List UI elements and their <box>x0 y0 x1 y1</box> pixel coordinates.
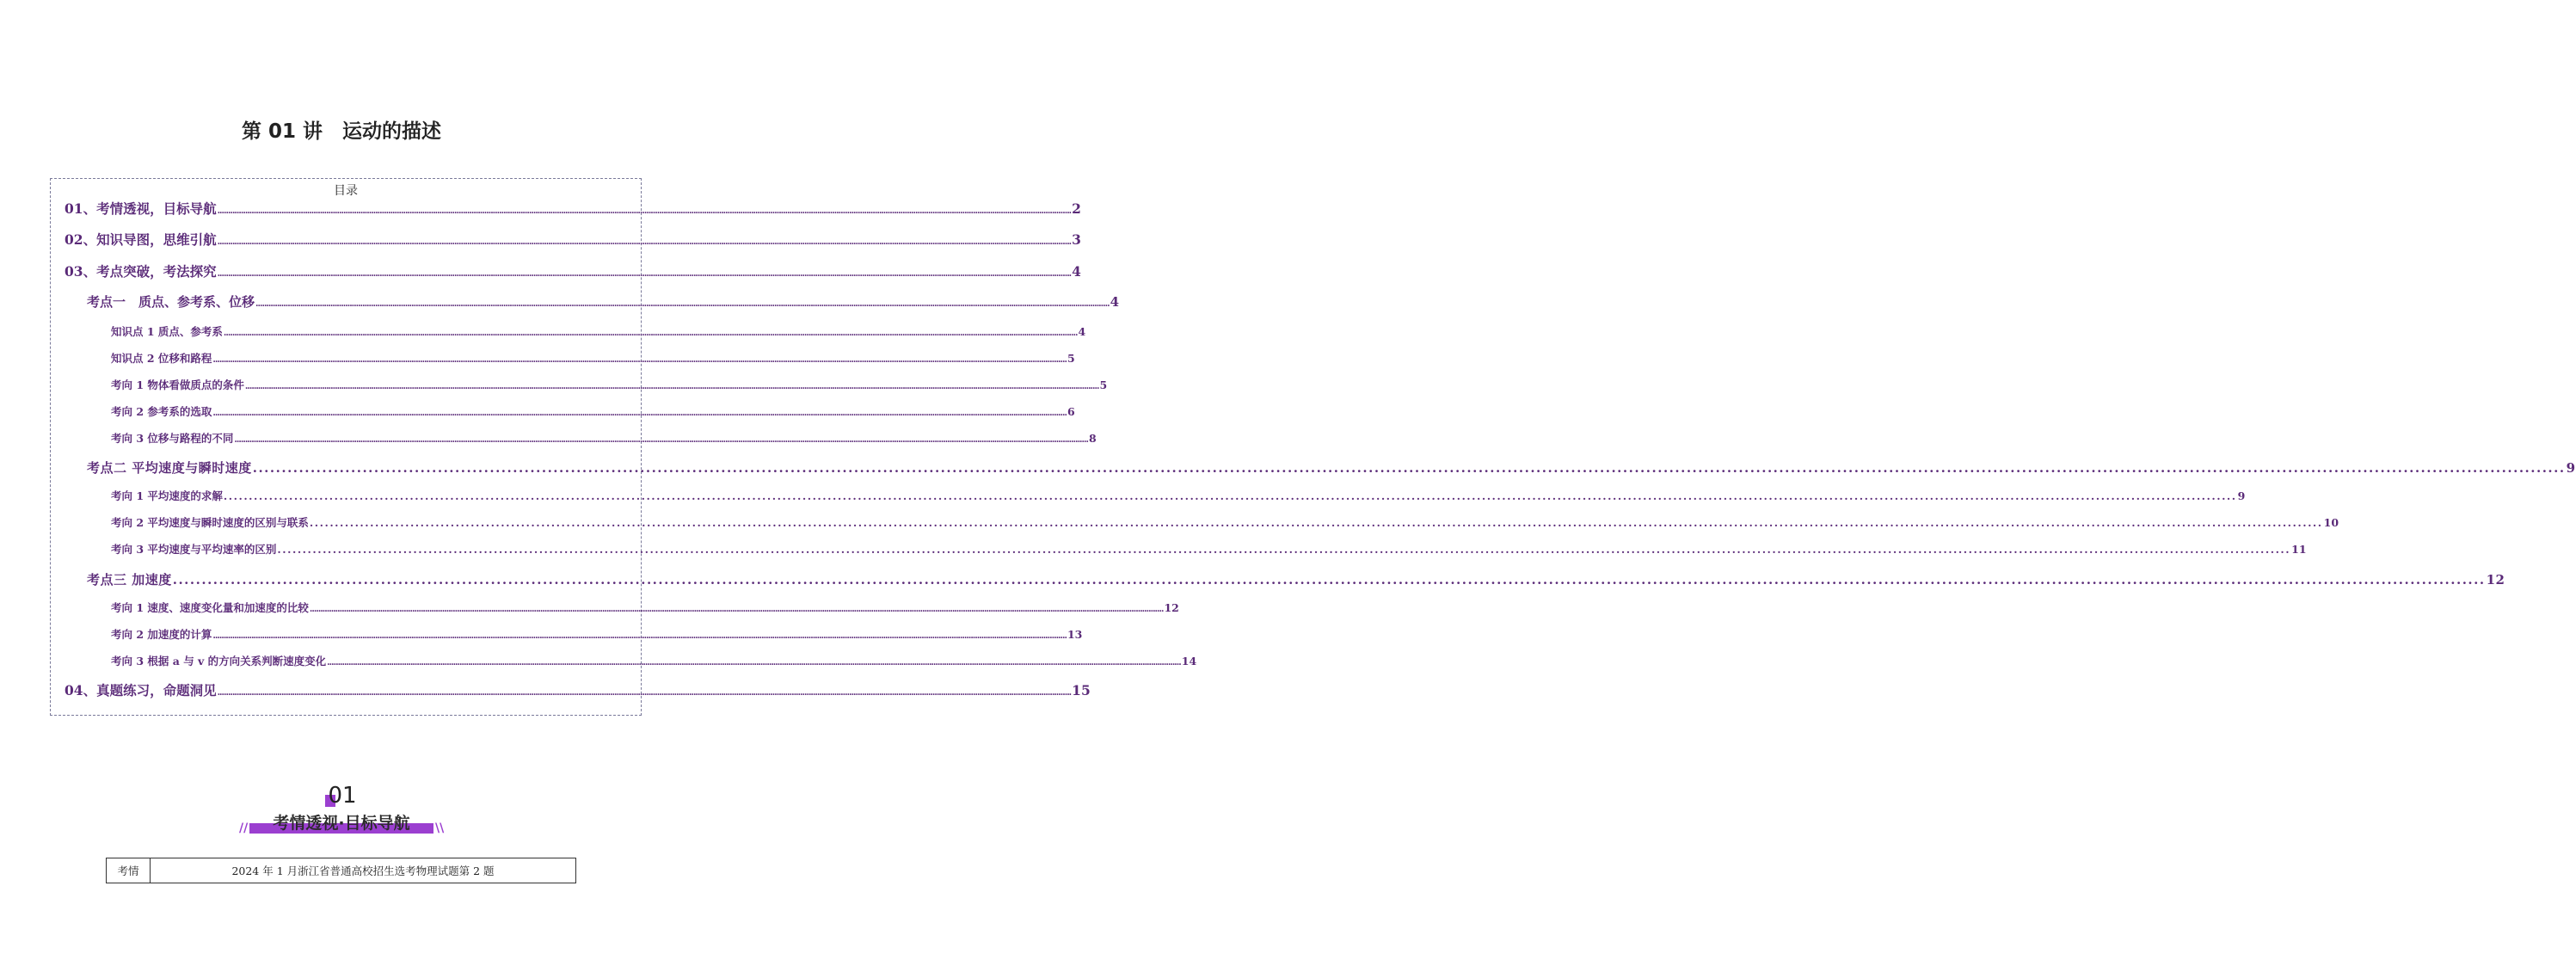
toc-entry-kaoxiang-3-2[interactable]: 考向 2 加速度的计算 ................................................................................................................................................................................................................................................................................................................................................................................................................ 13 <box>111 628 1083 641</box>
toc-leader: ................................................................................................................................................................................................................................................................................................................................................................................................................ <box>309 605 1164 614</box>
toc-leader: ................................................................................................................................................................................................................................................................................................................................................................................................................ <box>277 543 2291 556</box>
toc-leader: ................................................................................................................................................................................................................................................................................................................................................................................................................ <box>252 460 2566 476</box>
table-of-contents <box>50 178 2576 716</box>
toc-leader: ................................................................................................................................................................................................................................................................................................................................................................................................................ <box>327 658 1181 668</box>
toc-leader: ................................................................................................................................................................................................................................................................................................................................................................................................................ <box>309 516 2323 529</box>
toc-entry-kaoxiang-2-1[interactable]: 考向 1 平均速度的求解 ................................................................................................................................................................................................................................................................................................................................................................................................................ 9 <box>111 489 2246 502</box>
section-slash-right: \\ <box>435 821 445 835</box>
toc-entry-kaodian-1[interactable]: 考点一 质点、参考系、位移 ................................................................................................................................................................................................................................................................................................................................................................................................................ 4 <box>87 294 1120 310</box>
table-value-cell: 2024 年 1 月浙江省普通高校招生选考物理试题第 2 题 <box>151 858 576 883</box>
toc-entry-04[interactable]: 04、真题练习，命题洞见 ................................................................................................................................................................................................................................................................................................................................................................................................................ 15 <box>65 682 1091 698</box>
toc-entry-kaoxiang-3-3[interactable]: 考向 3 根据 a 与 v 的方向关系判断速度变化 ................................................................................................................................................................................................................................................................................................................................................................................................................ 14 <box>111 655 1197 668</box>
toc-entry-kaoxiang-1-3[interactable]: 考向 3 位移与路程的不同 ................................................................................................................................................................................................................................................................................................................................................................................................................ 8 <box>111 432 1097 445</box>
toc-leader: ................................................................................................................................................................................................................................................................................................................................................................................................................ <box>223 489 2237 502</box>
toc-entry-02[interactable]: 02、知识导图，思维引航 ................................................................................................................................................................................................................................................................................................................................................................................................................ 3 <box>65 231 1081 248</box>
page-title: 第 01 讲 运动的描述 <box>241 120 442 143</box>
toc-leader: ................................................................................................................................................................................................................................................................................................................................................................................................................ <box>217 237 1072 247</box>
toc-leader: ................................................................................................................................................................................................................................................................................................................................................................................................................ <box>244 382 1099 391</box>
toc-entry-kaoxiang-3-1[interactable]: 考向 1 速度、速度变化量和加速度的比较 ................................................................................................................................................................................................................................................................................................................................................................................................................ 12 <box>111 601 1179 614</box>
toc-leader: ................................................................................................................................................................................................................................................................................................................................................................................................................ <box>223 329 1078 338</box>
toc-leader: ................................................................................................................................................................................................................................................................................................................................................................................................................ <box>234 435 1088 445</box>
toc-entry-kaoxiang-1-1[interactable]: 考向 1 物体看做质点的条件 ................................................................................................................................................................................................................................................................................................................................................................................................................ 5 <box>111 378 1108 391</box>
table-row <box>107 858 576 883</box>
toc-leader: ................................................................................................................................................................................................................................................................................................................................................................................................................ <box>217 269 1072 279</box>
toc-entry-kaoxiang-2-2[interactable]: 考向 2 平均速度与瞬时速度的区别与联系 ................................................................................................................................................................................................................................................................................................................................................................................................................ 10 <box>111 516 2339 529</box>
toc-entry-zhishi-2[interactable]: 知识点 2 位移和路程 ................................................................................................................................................................................................................................................................................................................................................................................................................ 5 <box>111 352 1075 365</box>
toc-entry-kaoxiang-2-3[interactable]: 考向 3 平均速度与平均速率的区别 ................................................................................................................................................................................................................................................................................................................................................................................................................ 11 <box>111 543 2307 556</box>
toc-leader: ................................................................................................................................................................................................................................................................................................................................................................................................................ <box>212 409 1067 418</box>
table-header-cell: 考情 <box>107 858 151 883</box>
toc-leader: ................................................................................................................................................................................................................................................................................................................................................................................................................ <box>255 299 1110 309</box>
section-number: 01 <box>328 783 357 809</box>
toc-entry-03[interactable]: 03、考点突破，考法探究 ................................................................................................................................................................................................................................................................................................................................................................................................................ 4 <box>65 263 1081 280</box>
toc-entry-zhishi-1[interactable]: 知识点 1 质点、参考系 ................................................................................................................................................................................................................................................................................................................................................................................................................ 4 <box>111 325 1086 338</box>
toc-entry-kaodian-2[interactable]: 考点二 平均速度与瞬时速度 ................................................................................................................................................................................................................................................................................................................................................................................................................ 9 <box>87 460 2576 476</box>
exam-info-table <box>106 858 576 883</box>
toc-caption: 目录 <box>334 184 358 198</box>
section-slash-left: // <box>239 821 249 835</box>
toc-leader: ................................................................................................................................................................................................................................................................................................................................................................................................................ <box>172 572 2486 588</box>
toc-leader: ................................................................................................................................................................................................................................................................................................................................................................................................................ <box>217 688 1072 698</box>
toc-entry-01[interactable]: 01、考情透视，目标导航 ................................................................................................................................................................................................................................................................................................................................................................................................................ 2 <box>65 200 1081 217</box>
toc-entry-kaoxiang-1-2[interactable]: 考向 2 参考系的选取 ................................................................................................................................................................................................................................................................................................................................................................................................................ 6 <box>111 405 1075 418</box>
toc-entry-kaodian-3[interactable]: 考点三 加速度 ................................................................................................................................................................................................................................................................................................................................................................................................................ 12 <box>87 572 2505 588</box>
section-label: 考情透视·目标导航 <box>273 814 410 833</box>
toc-leader: ................................................................................................................................................................................................................................................................................................................................................................................................................ <box>217 206 1072 216</box>
toc-leader: ................................................................................................................................................................................................................................................................................................................................................................................................................ <box>212 355 1067 365</box>
toc-leader: ................................................................................................................................................................................................................................................................................................................................................................................................................ <box>212 631 1067 641</box>
